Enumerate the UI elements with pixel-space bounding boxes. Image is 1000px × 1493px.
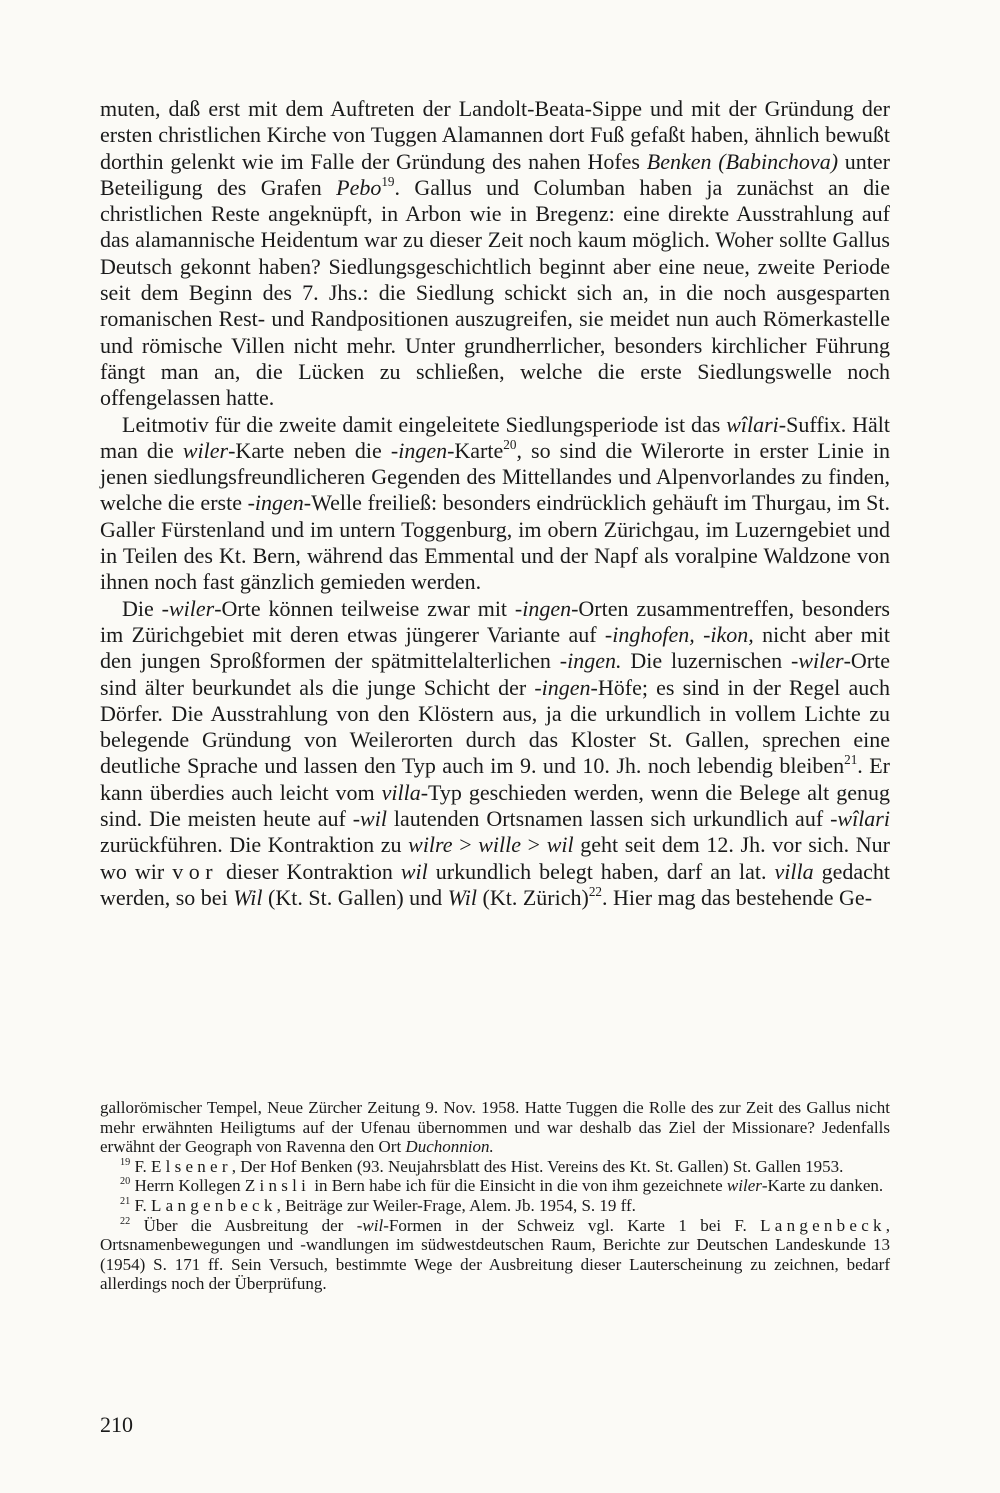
italic-run: -inghofen, -ikon, <box>604 621 754 647</box>
footnote-20 <box>100 1176 890 1196</box>
text-run: , so sind die Wilerorte in erster Linie in jenen siedlungsfreundlicheren Gegenden des Mittellandes und Alpenvorlandes zu finden, welche die erste <box>100 437 891 516</box>
italic-run: Pebo <box>336 174 382 200</box>
text-run: zurückführen. Die Kontraktion zu <box>100 832 409 858</box>
text-run: F. <box>130 1195 152 1215</box>
text-run: . Hier mag das bestehende Ge- <box>602 884 873 910</box>
main-text <box>100 96 890 911</box>
italic-run: -wîlari <box>830 806 890 832</box>
text-run: gedacht werden, so bei <box>100 858 890 910</box>
italic-run: Benken (Babinchova) <box>646 148 839 174</box>
italic-run: wil <box>546 832 574 858</box>
paragraph-1 <box>100 96 890 412</box>
text-run: Herrn Kollegen <box>130 1176 245 1196</box>
italic-run: -wil <box>352 806 387 832</box>
text-run: , Ortsnamenbewegungen und -wandlungen im südwestdeutschen Raum, Berichte zur Deutschen Landeskunde 13 (1954) S. 171 ff. Sein Versuch, bestimmte Wege der Ausbreitung dieser Lauterscheinung zu zeichnen, bedarf allerdings noch der Überprüfung. <box>100 1215 890 1294</box>
text-run: lautenden Ortsnamen lassen sich urkundlich auf <box>386 806 831 832</box>
text-run: . Er kann überdies auch leicht vom <box>100 753 891 805</box>
footnote-ref: 20 <box>503 436 517 452</box>
spaced-run: Langenbeck <box>760 1215 886 1235</box>
text-run: in Bern habe ich für die Einsicht in die von ihm gezeichnete <box>310 1176 727 1196</box>
italic-run: -ingen <box>514 595 572 621</box>
italic-run: wiler <box>726 1176 762 1196</box>
footnote-ref: 19 <box>120 1156 131 1168</box>
text-run: -Höfe; es sind in der Regel auch Dörfer. Die Ausstrahlung von den Klöstern aus, ja die urkundlich in vollem Lichte zu belegende Gründung von Weilerorten durch das Kloster St. Gallen, sprechen eine deutliche Sprache und lassen den Typ auch im 9. und 10. Jh. noch lebendig bleiben <box>100 674 890 779</box>
italic-run: -wiler <box>161 595 215 621</box>
footnote-22 <box>100 1216 890 1294</box>
text-run: F. <box>130 1156 152 1176</box>
italic-run: -ingen. <box>559 648 622 674</box>
text-run: , Der Hof Benken (93. Neujahrsblatt des Hist. Vereins des Kt. St. Gallen) St. Gallen 1953. <box>231 1156 844 1176</box>
text-run: -Typ geschieden werden, wenn die Belege alt genug sind. Die meisten heute auf <box>100 779 890 832</box>
text-run: -Welle freiließ: besonders eindrücklich gehäuft im Thurgau, im St. Galler Fürstenland und im untern Toggenburg, im obern Zürichgau, im Luzerngebiet und in Teilen des Kt. Bern, während das Emmental und der Napf als voralpine Waldzone von ihnen noch fast gänzlich gemieden werden. <box>100 490 890 595</box>
footnote-19 <box>100 1157 890 1177</box>
footnote-ref: 21 <box>844 752 858 768</box>
text-run: -Karte zu danken. <box>761 1176 884 1196</box>
footnote-18-continuation <box>100 1098 890 1157</box>
spaced-run: Zinsli <box>244 1176 311 1196</box>
italic-run: wilre <box>408 832 453 858</box>
italic-run: Duchonnion. <box>405 1137 494 1157</box>
text-run: urkundlich belegt haben, darf an lat. <box>427 858 775 884</box>
text-run: geht seit dem 12. Jh. vor sich. Nur wo wir <box>100 832 890 884</box>
italic-run: wille <box>478 832 522 858</box>
text-run: -Suffix. Hält man die <box>100 411 890 463</box>
italic-run: villa <box>381 779 421 805</box>
footnote-ref: 22 <box>588 883 603 899</box>
paragraph-3 <box>100 596 890 912</box>
text-run: Die <box>122 595 162 621</box>
text-run: -Formen in der Schweiz vgl. Karte 1 bei F. <box>383 1215 761 1235</box>
footnote-ref: 21 <box>120 1195 131 1207</box>
italic-run: wiler <box>182 437 229 463</box>
italic-run: wil <box>400 858 428 884</box>
spaced-run: Elsener <box>151 1156 232 1176</box>
italic-run: -ingen <box>390 437 448 463</box>
spaced-run: Langenbeck <box>151 1195 277 1215</box>
text-run: nicht aber mit den jungen Sproßformen der spätmittelalterlichen <box>100 621 891 674</box>
text-run: muten, daß erst mit dem Auftreten der Landolt-Beata-Sippe und mit der Gründung der ersten christlichen Kirche von Tuggen Alamannen dort Fuß gefaßt haben, ähnlich bewußt dorthin gelenkt wie im Falle der Gründung des nahen Hofes <box>100 96 890 174</box>
italic-run: wîlari <box>726 411 779 437</box>
text-run: > <box>521 832 547 858</box>
text-run: Leitmotiv für die zweite damit eingeleitete Siedlungsperiode ist das <box>122 411 727 437</box>
page-number: 210 <box>100 1412 133 1437</box>
text-run: , Beiträge zur Weiler-Frage, Alem. Jb. 1954, S. 19 ff. <box>276 1195 636 1215</box>
italic-run: villa <box>774 858 814 884</box>
text-run: unter Beteiligung des Grafen <box>100 148 891 200</box>
italic-run: -ingen <box>534 674 591 700</box>
text-run: Die luzernischen <box>621 648 792 674</box>
paragraph-2 <box>100 412 890 596</box>
italic-run: Wil <box>447 884 478 910</box>
text-run: -Karte neben die <box>228 437 391 463</box>
text-run: -Orte sind älter beurkundet als die junge Schicht der <box>100 648 891 700</box>
footnote-ref: 22 <box>120 1215 131 1227</box>
text-run: . Gallus und Columban haben ja zunächst an die christlichen Reste angeknüpft, in Arbon wie in Bregenz: eine direkte Ausstrahlung auf das alamannische Heidentum war zu dieser Zeit noch kaum möglich. Woher sollte Gallus Deutsch gekonnt haben? Siedlungsgeschichtlich beginnt aber eine neue, zweite Periode seit dem Beginn des 7. Jhs.: die Siedlung schickt sich an, in die noch ausgesparten romanischen Rest- und Randpositionen auszugreifen, sie meidet nun auch Römerkastelle und römische Villen nicht mehr. Unter grundherrlicher, besonders kirchlicher Führung fängt man an, die Lücken zu schließen, welche die erste Siedlungswelle noch offengelassen hatte. <box>100 174 890 411</box>
text-run: dieser Kontraktion <box>218 858 401 884</box>
footnotes <box>100 1098 890 1294</box>
text-run: (Kt. Zürich) <box>477 884 589 910</box>
text-run: (Kt. St. Gallen) und <box>262 884 448 910</box>
italic-run: -ingen <box>247 490 304 516</box>
spaced-run: vor <box>172 858 219 884</box>
footnote-ref: 19 <box>381 173 395 189</box>
text-run: > <box>452 832 479 858</box>
text-run: Über die Ausbreitung der <box>130 1215 357 1235</box>
text-run: -Orten zusammentreffen, besonders im Zürichgebiet mit deren etwas jüngerer Variante auf <box>100 595 890 647</box>
italic-run: -wiler <box>791 648 844 674</box>
footnote-21 <box>100 1196 890 1216</box>
italic-run: -wil <box>356 1215 384 1235</box>
text-run: -Orte können teilweise zwar mit <box>214 595 515 621</box>
italic-run: Wil <box>233 884 263 910</box>
text-run: gallorömischer Tempel, Neue Zürcher Zeitung 9. Nov. 1958. Hatte Tuggen die Rolle des zur Zeit des Gallus nicht mehr erwähnten Heiligtums auf der Ufenau übernommen und war deshalb das Ziel der Missionare? Jedenfalls erwähnt der Geograph von Ravenna den Ort <box>100 1098 890 1157</box>
footnote-ref: 20 <box>120 1176 131 1188</box>
text-run: -Karte <box>447 437 504 463</box>
